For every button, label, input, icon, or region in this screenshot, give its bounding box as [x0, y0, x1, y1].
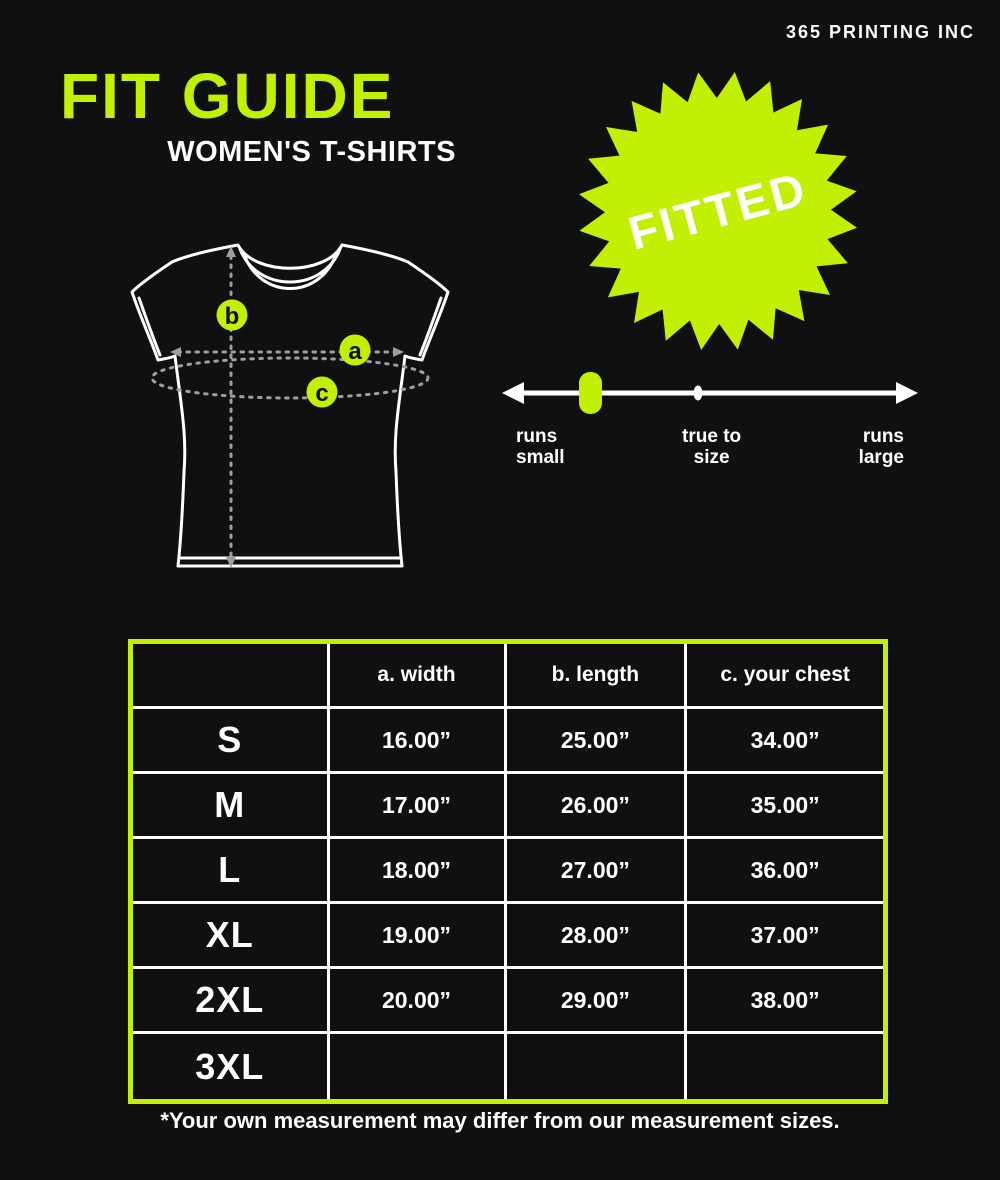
- chest-value: 38.00”: [687, 969, 883, 1034]
- width-arrow-right-icon: [393, 347, 404, 357]
- width-value: 16.00”: [330, 709, 507, 774]
- chest-value: 35.00”: [687, 774, 883, 839]
- length-value: 29.00”: [507, 969, 688, 1034]
- true-to-size-tick: [694, 386, 703, 401]
- chest-measure-ellipse: [152, 358, 428, 398]
- fit-scale: [500, 365, 920, 425]
- size-label: L: [133, 839, 330, 904]
- scale-arrow-right-icon: [896, 382, 918, 404]
- fit-indicator: [579, 372, 602, 414]
- width-value: 20.00”: [330, 969, 507, 1034]
- size-label: 2XL: [133, 969, 330, 1034]
- marker-c: [307, 377, 338, 408]
- size-label: M: [133, 774, 330, 839]
- size-label: 3XL: [133, 1034, 330, 1099]
- fit-scale-labels: [500, 427, 920, 469]
- right-cuff-trim: [420, 298, 441, 355]
- length-value: 28.00”: [507, 904, 688, 969]
- marker-c-letter: c: [315, 380, 329, 407]
- runs-large-label: runs large: [858, 426, 904, 468]
- tshirt-outline: [132, 245, 448, 566]
- width-value: 18.00”: [330, 839, 507, 904]
- header-empty: [133, 644, 330, 709]
- width-value: 19.00”: [330, 904, 507, 969]
- header-width: a. width: [330, 644, 507, 709]
- length-value: 26.00”: [507, 774, 688, 839]
- page-subtitle: WOMEN'S T-SHIRTS: [167, 136, 456, 168]
- badge-label: FITTED: [622, 161, 813, 260]
- size-table: [128, 639, 888, 1104]
- left-cuff-trim: [139, 298, 160, 355]
- marker-b: [217, 300, 248, 331]
- marker-a-letter: a: [348, 338, 362, 365]
- scale-arrow-left-icon: [502, 382, 524, 404]
- chest-value: 37.00”: [687, 904, 883, 969]
- chest-value: 34.00”: [687, 709, 883, 774]
- marker-b-letter: b: [224, 303, 240, 330]
- size-label: S: [133, 709, 330, 774]
- tshirt-measurement-diagram: [110, 220, 470, 600]
- length-value: 27.00”: [507, 839, 688, 904]
- brand-name: 365 PRINTING INC: [785, 22, 975, 42]
- chest-value: [687, 1034, 883, 1099]
- footnote: *Your own measurement may differ from our measurement sizes.: [160, 1108, 840, 1133]
- marker-a: [340, 335, 371, 366]
- true-to-size-label: true to size: [682, 426, 742, 468]
- fitted-badge: [573, 66, 863, 356]
- header-length: b. length: [507, 644, 688, 709]
- length-value: [507, 1034, 688, 1099]
- width-value: [330, 1034, 507, 1099]
- runs-small-label: runs small: [516, 426, 565, 468]
- header-chest: c. your chest: [687, 644, 883, 709]
- collar-band-line-1: [240, 249, 340, 282]
- chest-value: 36.00”: [687, 839, 883, 904]
- size-label: XL: [133, 904, 330, 969]
- length-value: 25.00”: [507, 709, 688, 774]
- page-title: FIT GUIDE: [60, 60, 395, 132]
- width-value: 17.00”: [330, 774, 507, 839]
